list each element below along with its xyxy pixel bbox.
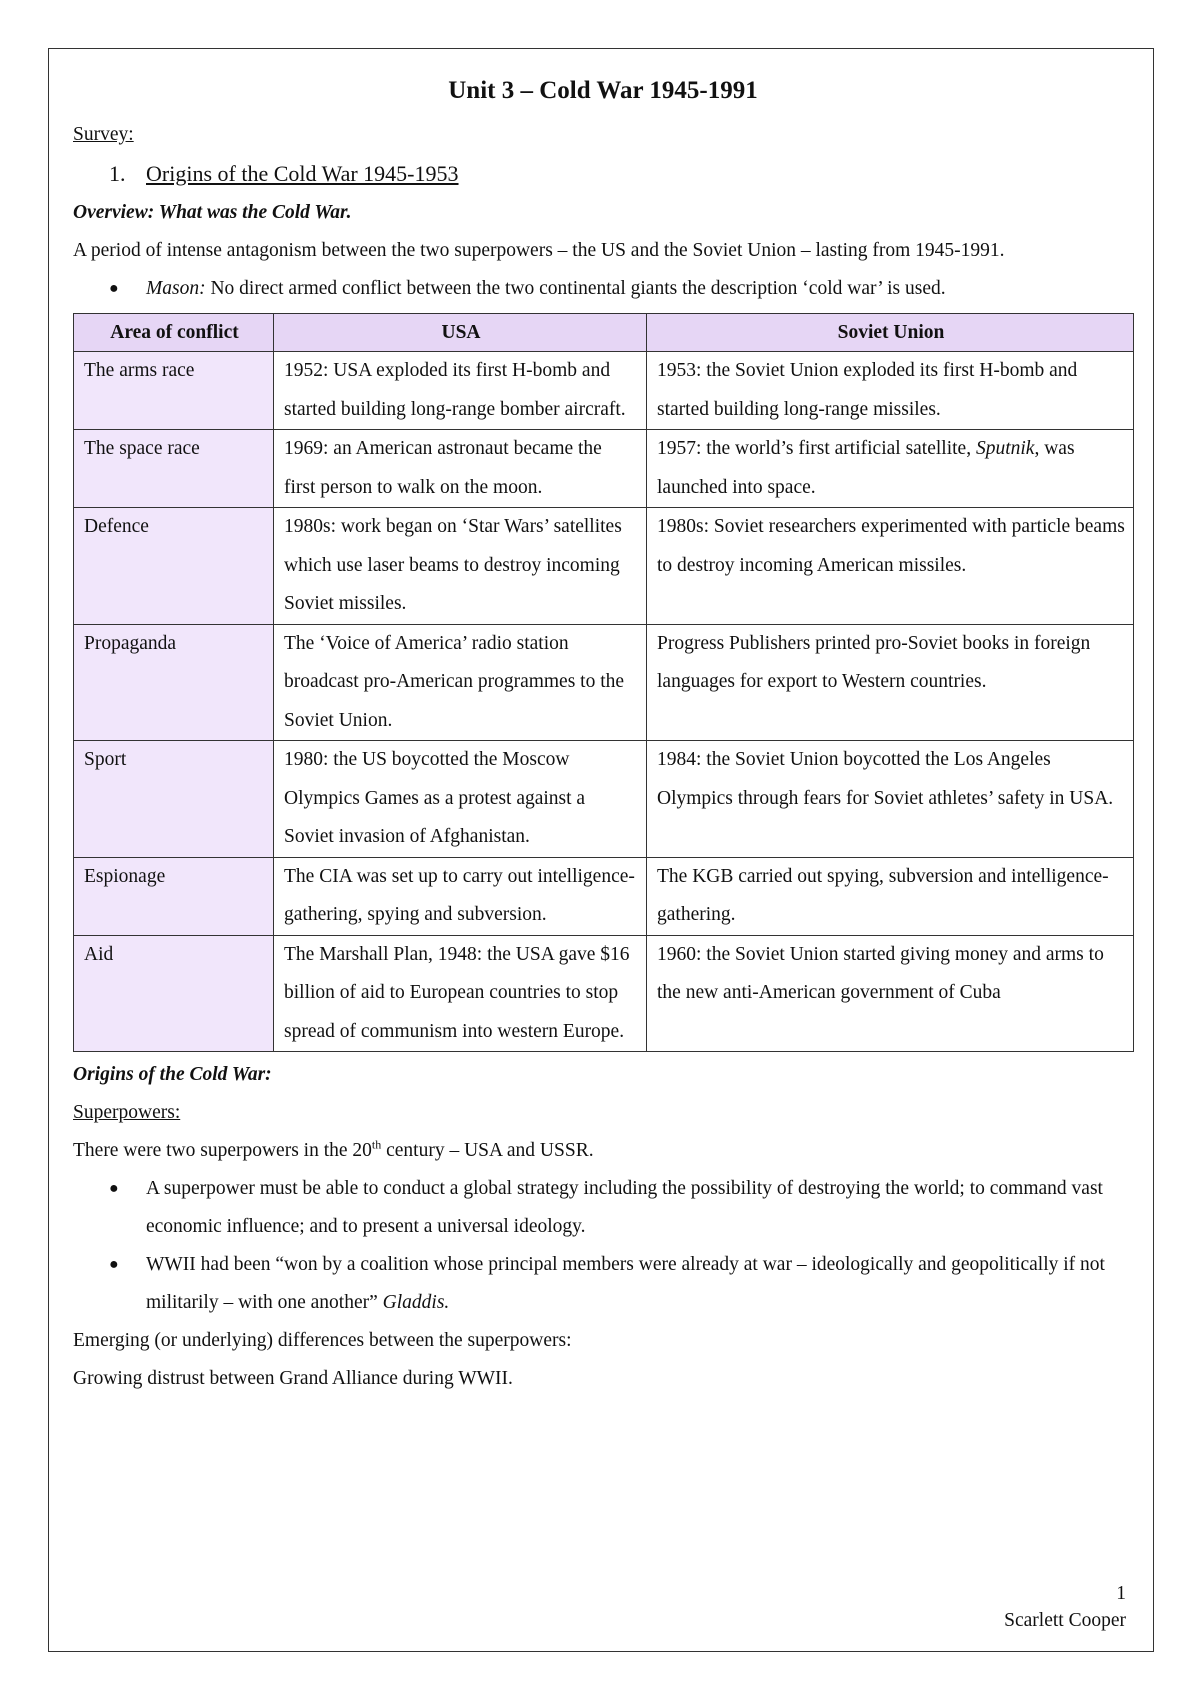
table-row — [74, 430, 1134, 508]
superpowers-text: There were two superpowers in the 20th century – USA and USSR. — [73, 1137, 594, 1161]
table-row — [74, 935, 1134, 1052]
table-row — [74, 857, 1134, 935]
area-cell: The arms race — [74, 352, 274, 430]
soviet-cell: 1953: the Soviet Union exploded its first H-bomb and started building long-range missiles. — [647, 352, 1134, 430]
bullet-icon: ● — [109, 280, 119, 297]
page-title: Unit 3 – Cold War 1945-1991 — [448, 77, 758, 104]
bullet-text: No direct armed conflict between the two continental giants the description ‘cold war’ is used. — [205, 278, 946, 299]
bullet-author: Mason: — [146, 278, 206, 299]
header-soviet: Soviet Union — [647, 314, 1134, 352]
superpower-bullet — [73, 1246, 1133, 1322]
usa-cell: 1952: USA exploded its first H-bomb and started building long-range bomber aircraft. — [274, 352, 647, 430]
section-heading — [73, 154, 1133, 194]
page-footer — [1004, 1580, 1126, 1634]
area-cell: The space race — [74, 430, 274, 508]
header-usa: USA — [274, 314, 647, 352]
section-title: Origins of the Cold War 1945-1953 — [146, 161, 459, 186]
overview-text: A period of intense antagonism between the two superpowers – the US and the Soviet Union – lasting from 1945-1991. — [73, 240, 1005, 261]
table-header-row — [74, 314, 1134, 352]
area-cell: Espionage — [74, 857, 274, 935]
soviet-cell: Progress Publishers printed pro-Soviet books in foreign languages for export to Western countries. — [647, 624, 1134, 741]
origins-heading: Origins of the Cold War: — [73, 1064, 272, 1085]
usa-cell: 1980: the US boycotted the Moscow Olympics Games as a protest against a Soviet invasion of Afghanistan. — [274, 741, 647, 858]
growing-text: Growing distrust between Grand Alliance during WWII. — [73, 1368, 513, 1389]
footer-author: Scarlett Cooper — [1004, 1610, 1126, 1631]
usa-cell: The ‘Voice of America’ radio station broadcast pro-American programmes to the Soviet Union. — [274, 624, 647, 741]
soviet-cell: 1980s: Soviet researchers experimented with particle beams to destroy incoming American missiles. — [647, 508, 1134, 625]
bullet-icon: ● — [109, 1256, 119, 1273]
bullet-text: A superpower must be able to conduct a global strategy including the possibility of destroying the world; to command vast economic influence; and to present a universal ideology. — [146, 1178, 1103, 1237]
conflict-table — [73, 313, 1134, 1052]
bullet-text: WWII had been “won by a coalition whose principal members were already at war – ideologically and geopolitically if not militarily – with one another” — [146, 1254, 1105, 1313]
bullet-icon: ● — [109, 1180, 119, 1197]
overview-heading: Overview: What was the Cold War. — [73, 202, 352, 223]
area-cell: Sport — [74, 741, 274, 858]
usa-cell: 1969: an American astronaut became the first person to walk on the moon. — [274, 430, 647, 508]
usa-cell: 1980s: work began on ‘Star Wars’ satellites which use laser beams to destroy incoming Soviet missiles. — [274, 508, 647, 625]
document-body — [73, 68, 1133, 1398]
bullet-citation: Gladdis. — [382, 1292, 450, 1313]
overview-bullet — [73, 270, 1133, 308]
area-cell: Propaganda — [74, 624, 274, 741]
superpowers-label: Superpowers: — [73, 1102, 181, 1123]
emerging-text: Emerging (or underlying) differences between the superpowers: — [73, 1330, 572, 1351]
page-number: 1 — [1116, 1583, 1126, 1604]
superpower-bullet — [73, 1170, 1133, 1246]
table-row — [74, 741, 1134, 858]
area-cell: Defence — [74, 508, 274, 625]
area-cell: Aid — [74, 935, 274, 1052]
section-number: 1. — [109, 161, 126, 186]
table-row — [74, 352, 1134, 430]
soviet-cell: 1960: the Soviet Union started giving money and arms to the new anti-American government of Cuba — [647, 935, 1134, 1052]
usa-cell: The Marshall Plan, 1948: the USA gave $16 billion of aid to European countries to stop spread of communism into western Europe. — [274, 935, 647, 1052]
table-row — [74, 508, 1134, 625]
soviet-cell: The KGB carried out spying, subversion and intelligence-gathering. — [647, 857, 1134, 935]
usa-cell: The CIA was set up to carry out intelligence-gathering, spying and subversion. — [274, 857, 647, 935]
header-area: Area of conflict — [74, 314, 274, 352]
table-row — [74, 624, 1134, 741]
soviet-cell: 1984: the Soviet Union boycotted the Los Angeles Olympics through fears for Soviet athletes’ safety in USA. — [647, 741, 1134, 858]
survey-label: Survey: — [73, 124, 134, 145]
soviet-cell: 1957: the world’s first artificial satellite, Sputnik, was launched into space. — [647, 430, 1134, 508]
